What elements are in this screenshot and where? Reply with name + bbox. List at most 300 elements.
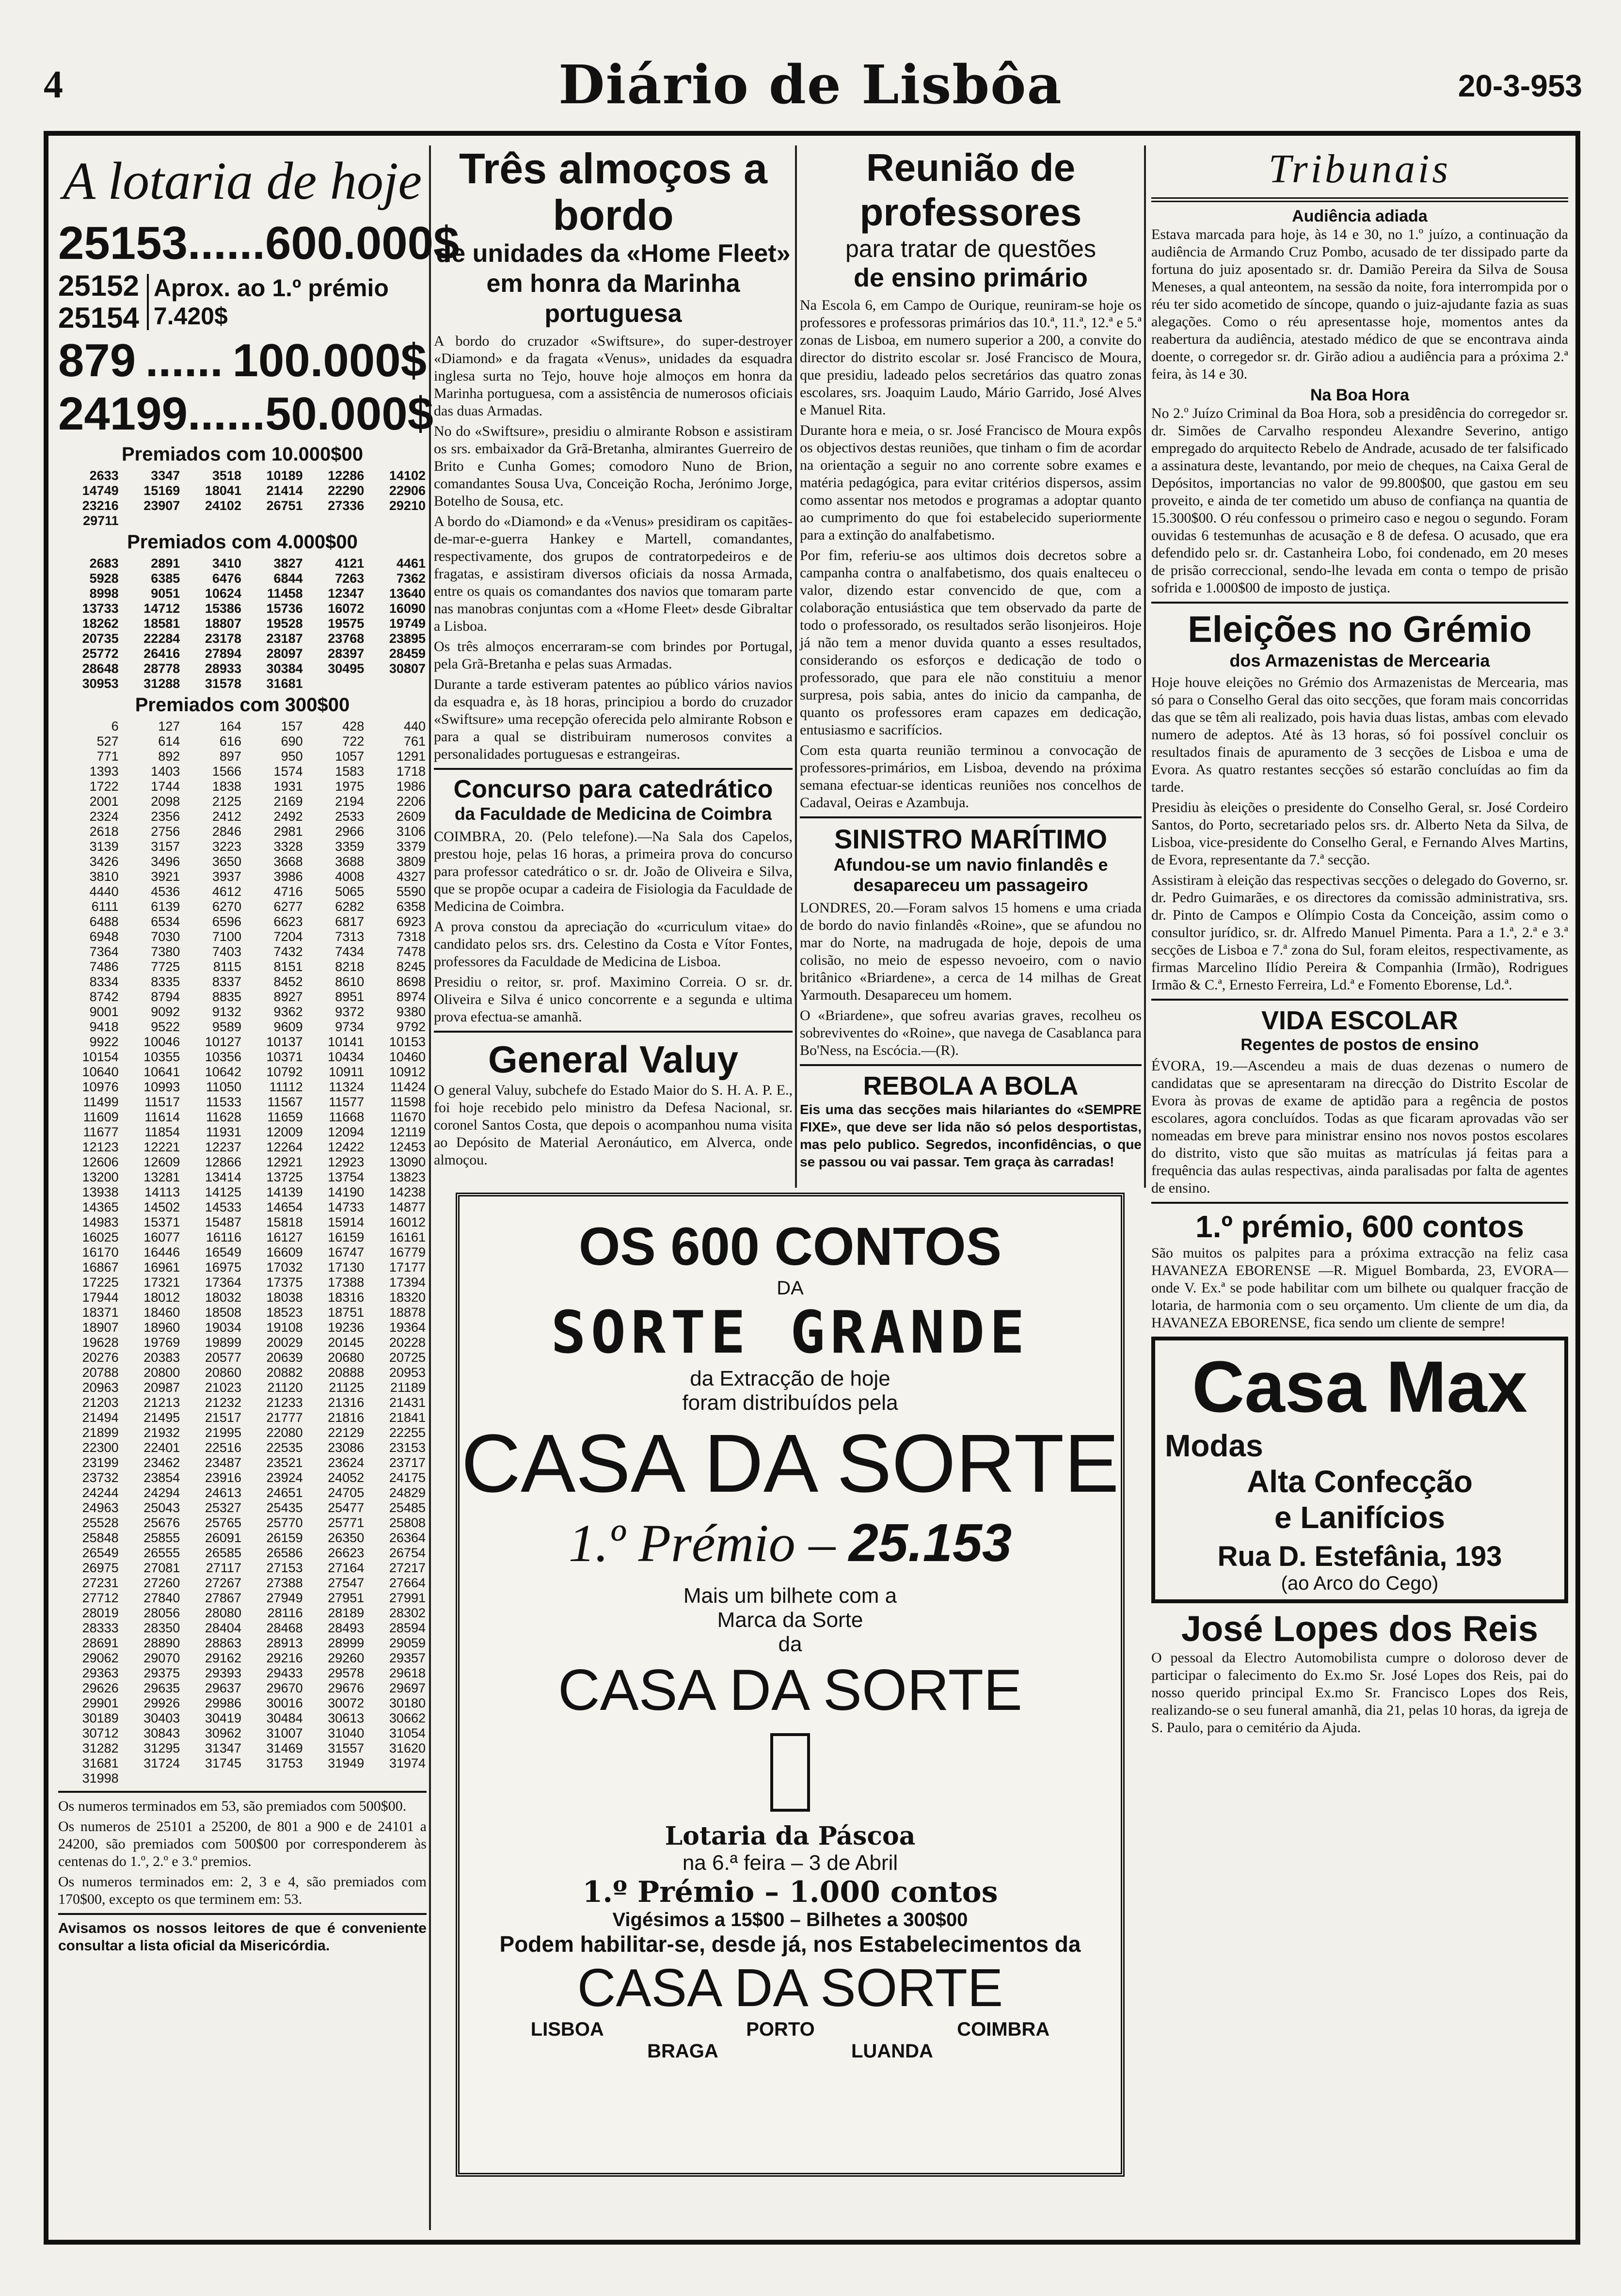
prize-number: 26623	[328, 1546, 365, 1560]
prize-number: 20987	[143, 1380, 180, 1395]
prize-number: 7204	[273, 929, 303, 944]
prize-number: 14125	[205, 1185, 241, 1199]
prize-number: 29697	[389, 1681, 426, 1695]
prize-number: 22284	[143, 631, 180, 646]
prize-number: 9734	[335, 1020, 365, 1034]
prize-number: 20639	[266, 1350, 303, 1365]
table-row	[58, 1004, 427, 1020]
prize-number: 23086	[328, 1440, 365, 1455]
prize-number: 19899	[205, 1335, 241, 1350]
prize-number: 14502	[143, 1200, 180, 1214]
prize-number: 22080	[266, 1425, 303, 1440]
prize-number: 6270	[212, 899, 241, 914]
prize-number: 31288	[143, 676, 180, 691]
prize-number	[120, 1771, 181, 1786]
article-paragraph: O general Valuy, subchefe do Estado Maior do S. H. A. P. E., foi hoje recebido pelo ministro da Defesa Nacional, sr. coronel Santos Costa, que depois o acompanhou numa visita ao Depósito de Material Aeronáutico, em Alverca, onde almoçou.	[434, 1082, 793, 1168]
prize-number: 17321	[143, 1275, 180, 1290]
prize-number: 18907	[82, 1320, 119, 1335]
top-prize-number: 879	[58, 335, 136, 386]
lottery-column	[58, 145, 460, 1958]
prize-number: 2412	[212, 809, 241, 824]
article-paragraph: No 2.º Juízo Criminal da Boa Hora, sob a presidência do corregedor sr. dr. Simões de Carvalho respondeu Alexandre Severino, antigo empregado do arquitecto Rebelo de Andrade, acusado de ter falsificado a assinatura deste, levantando, por meio de cheques, na Caixa Geral de Depósitos, importancias no valor de 99.800$00, que gastou em seu proveito, e ainda de ter cometido um abuso de confiança na quantia de 15.300$00. O réu confessou o primeiro caso e negou o segundo. Foram ouvidas 6 testemunhas de acusação e 8 de defesa. O acusado, que era defendido pelo sr. dr. Castanheira Lobo, foi condenado, em 20 meses de prisão correccional, sendo-lhe levada em conta o tempo de prisão sofrida e 1.000$00 de imposto de justiça.	[1151, 405, 1568, 596]
prize-number: 6	[111, 719, 119, 733]
top-prize-number: 25153	[58, 217, 188, 269]
prize-number: 29357	[389, 1651, 426, 1665]
prize-number: 8742	[89, 989, 119, 1004]
prize-number: 20145	[328, 1335, 365, 1350]
prize-number: 28468	[266, 1621, 303, 1635]
prize-lists	[58, 444, 427, 1786]
prize-number: 20860	[205, 1365, 241, 1380]
prize-number: 30662	[389, 1711, 426, 1725]
top-prize-prize: 100.000$	[232, 335, 427, 386]
prize-number: 29059	[389, 1636, 426, 1650]
table-row	[58, 749, 427, 764]
column-divider	[429, 145, 431, 2230]
prize-number: 19769	[143, 1335, 180, 1350]
prize-number: 13938	[82, 1185, 119, 1199]
prize-number: 14139	[266, 1185, 303, 1199]
prize-number: 16127	[266, 1230, 303, 1244]
prize-number: 18807	[205, 616, 241, 631]
table-row	[58, 1035, 427, 1050]
prize-number: 11854	[144, 1125, 180, 1139]
table-row	[58, 1215, 427, 1230]
ad-line: 1.º Prémio –	[568, 1514, 849, 1573]
prize-number: 14877	[389, 1200, 426, 1214]
teachers-column	[800, 145, 1142, 1174]
prize-number: 18316	[328, 1290, 365, 1305]
table-row	[58, 1155, 427, 1170]
navy-headline: Três almoços a bordo	[459, 144, 767, 239]
prize-number: 26091	[205, 1531, 241, 1545]
prize-section-heading: Premiados com 300$00	[135, 694, 350, 716]
prize-number: 11324	[329, 1080, 365, 1094]
prize-number: 164	[219, 719, 241, 733]
navy-column	[434, 145, 793, 1172]
prize-number: 17225	[82, 1275, 119, 1290]
prize-number: 30180	[389, 1696, 426, 1710]
prize-number: 28333	[82, 1621, 119, 1635]
prize-number: 6358	[396, 899, 426, 914]
prize-number: 16779	[389, 1245, 426, 1260]
prize-number: 11670	[390, 1110, 426, 1124]
teachers-subheadline: para tratar de questões	[845, 235, 1096, 262]
prize-number: 8835	[212, 989, 241, 1004]
prize-number: 614	[158, 734, 180, 749]
prize-number: 2846	[212, 824, 241, 839]
prize-number: 10127	[205, 1035, 241, 1049]
prize-number: 10976	[82, 1080, 119, 1094]
column-divider	[1144, 145, 1146, 1188]
prize-number: 8610	[335, 974, 365, 989]
prize-number: 10355	[143, 1050, 180, 1064]
prize-number: 21213	[143, 1395, 180, 1410]
prize-number: 27081	[143, 1561, 180, 1575]
premio-headline: 1.º prémio, 600 contos	[1195, 1209, 1524, 1244]
prize-number: 28913	[266, 1636, 303, 1650]
prize-number: 31681	[82, 1756, 119, 1770]
prize-number: 26586	[266, 1546, 303, 1560]
ad-city: LUANDA	[851, 2041, 933, 2062]
eleicoes-subheadline: dos Armazenistas de Mercearia	[1229, 651, 1490, 670]
prize-number: 17394	[389, 1275, 426, 1290]
table-row	[58, 1771, 427, 1786]
ad-line: CASA DA SORTE	[557, 1658, 1023, 1722]
prize-number: 3688	[335, 854, 365, 869]
table-row	[58, 809, 427, 824]
prize-number: 6844	[273, 571, 303, 586]
prize-number: 28493	[328, 1621, 365, 1635]
prize-number: 13725	[266, 1170, 303, 1184]
prize-number: 127	[158, 719, 180, 733]
casa-max-line: Alta Confecção	[1247, 1464, 1473, 1499]
prize-number: 1744	[151, 779, 180, 794]
prize-number: 25771	[328, 1515, 365, 1530]
prize-number: 26350	[328, 1531, 365, 1545]
prize-number: 16961	[143, 1260, 180, 1275]
prize-number: 24244	[82, 1485, 119, 1500]
prize-number: 10641	[143, 1065, 180, 1079]
table-row	[58, 1335, 427, 1350]
table-row	[58, 779, 427, 794]
divider	[800, 1064, 1142, 1066]
ad-cities	[460, 2019, 1121, 2041]
prize-number: 14733	[328, 1200, 365, 1214]
table-row	[58, 1726, 427, 1741]
table-row	[58, 959, 427, 974]
prize-number: 21120	[267, 1380, 303, 1395]
prize-number: 9418	[89, 1020, 119, 1034]
prize-number: 24705	[328, 1485, 365, 1500]
prize-number: 6476	[212, 571, 241, 586]
prize-number: 892	[158, 749, 180, 764]
prize-number: 28080	[205, 1606, 241, 1620]
prize-number: 15818	[266, 1215, 303, 1229]
table-row	[58, 1290, 427, 1305]
ad-line: 1.º Prémio – 1.000 contos	[582, 1875, 998, 1909]
prize-number: 440	[403, 719, 426, 733]
table-row	[58, 1170, 427, 1185]
prize-number: 17375	[266, 1275, 303, 1290]
prize-number: 2533	[335, 809, 365, 824]
prize-number: 29216	[266, 1651, 303, 1665]
prize-number: 31724	[143, 1756, 180, 1770]
prize-number: 26585	[205, 1546, 241, 1560]
prize-number: 8951	[335, 989, 365, 1004]
prize-number: 22535	[266, 1440, 303, 1455]
prize-number: 10460	[389, 1050, 426, 1064]
table-row	[58, 1531, 427, 1546]
prize-number: 29070	[143, 1651, 180, 1665]
prize-number: 11931	[206, 1125, 241, 1139]
prize-number	[304, 1771, 366, 1786]
prize-number: 28056	[143, 1606, 180, 1620]
ad-line: Vigésimos a 15$00 – Bilhetes a 300$00	[612, 1909, 968, 1930]
prize-number: 25808	[389, 1515, 426, 1530]
prize-number: 10137	[266, 1035, 303, 1049]
prize-number: 24052	[328, 1470, 365, 1485]
prize-number: 21777	[266, 1410, 303, 1425]
prize-number: 12606	[82, 1155, 119, 1169]
article-paragraph: Na Escola 6, em Campo de Ourique, reuniram-se hoje os professores e professoras primários das 10.ª, 11.ª, 12.ª e 5.ª zonas de Lisboa, em numero superior a 200, a convite do director do distrito escolar sr. José Francisco de Moura, que presidiu, ladeado pelos secretários das quatro zonas escolares, srs. Joaquim Laudo, Mário Garrido, José Alves e Manuel Rita.	[800, 297, 1142, 418]
prize-number: 30712	[82, 1726, 119, 1740]
prize-number: 8245	[396, 959, 426, 974]
lottery-warning: Avisamos os nossos leitores de que é conveniente consultar a lista oficial da Misericórdia.	[58, 1920, 427, 1954]
prize-number: 8334	[89, 974, 119, 989]
prize-number: 29260	[328, 1651, 365, 1665]
prize-number: 27991	[389, 1591, 426, 1605]
prize-number: 3986	[273, 869, 303, 884]
table-row	[58, 498, 427, 513]
prize-number: 10912	[389, 1065, 426, 1079]
prize-number: 27117	[206, 1561, 241, 1575]
prize-number: 29393	[205, 1666, 241, 1680]
prize-number: 1975	[335, 779, 365, 794]
prize-number: 6282	[335, 899, 365, 914]
prize-number: 28350	[143, 1621, 180, 1635]
prize-number: 20963	[82, 1380, 119, 1395]
table-row	[58, 513, 427, 528]
ad-city: LISBOA	[530, 2019, 604, 2040]
table-row	[58, 1050, 427, 1065]
prize-number: 28019	[82, 1606, 119, 1620]
prize-number-table	[58, 719, 427, 1786]
table-row	[58, 1275, 427, 1290]
divider	[1151, 602, 1568, 604]
prize-number: 13754	[328, 1170, 365, 1184]
top-prize-number: 24199	[58, 388, 188, 440]
tribunais-subheadline: Na Boa Hora	[1310, 386, 1410, 404]
prize-number: 14712	[143, 601, 180, 616]
table-row	[58, 1080, 427, 1095]
prize-number: 6111	[91, 899, 119, 914]
prize-number: 20888	[328, 1365, 365, 1380]
prize-number: 31557	[328, 1741, 365, 1755]
prize-number: 3668	[273, 854, 303, 869]
prize-number: 23717	[389, 1455, 426, 1470]
prize-number: 14365	[82, 1200, 119, 1214]
table-row	[58, 1260, 427, 1275]
prize-number: 13414	[205, 1170, 241, 1184]
prize-number: 23187	[266, 631, 303, 646]
prize-number: 16072	[328, 601, 365, 616]
approx-number: 25154	[58, 302, 139, 334]
prize-number: 4327	[396, 869, 426, 884]
prize-number: 31998	[82, 1771, 119, 1786]
prize-number: 17032	[266, 1260, 303, 1275]
prize-number: 20788	[82, 1365, 119, 1380]
prize-number: 19236	[328, 1320, 365, 1335]
column-divider	[795, 145, 797, 1188]
prize-number: 11598	[390, 1095, 426, 1109]
eleicoes-headline: Eleições no Grémio	[1188, 609, 1532, 650]
prize-number: 2169	[273, 794, 303, 809]
article-paragraph: Os três almoços encerraram-se com brindes por Portugal, pela Grã-Bretanha e pelas suas Armadas.	[434, 638, 793, 672]
prize-number: 21899	[82, 1425, 119, 1440]
prize-number: 16747	[328, 1245, 365, 1260]
prize-number: 22516	[205, 1440, 241, 1455]
prize-number: 1393	[89, 764, 119, 779]
prize-number: 28890	[143, 1636, 180, 1650]
article-paragraph: Estava marcada para hoje, às 14 e 30, no 1.º juízo, a continuação da audiência de Armando Cruz Pombo, acusado de ter dissipado parte da fortuna do juiz aposentado sr. dr. Damião Pereira da Silva de Sousa Meneses, a qual anteontem, na sessão da noite, fora interrompida por o réu ter sido acometido de síncope, quando o juiz-ajudante fazia as suas alegações. Como o réu apresentasse hoje, momentos antes da reabertura da audiência, atestado médico de que se encontrava ainda doente, o corregedor sr. dr. Girão adiou a audiência para a próxima 2.ª feira, às 14 e 30.	[1151, 226, 1568, 382]
casa-da-sorte-ad	[456, 1193, 1125, 2177]
top-prize-dots: ......	[187, 388, 265, 440]
table-row	[58, 734, 427, 749]
prize-number: 28404	[205, 1621, 241, 1635]
table-row	[58, 1350, 427, 1365]
divider	[1151, 197, 1568, 202]
table-row	[58, 631, 427, 646]
prize-number: 27840	[143, 1591, 180, 1605]
top-prize-row	[58, 387, 433, 441]
prize-number: 21232	[205, 1395, 241, 1410]
prize-number: 18523	[266, 1305, 303, 1320]
prize-number: 11677	[83, 1125, 119, 1139]
prize-number: 16867	[82, 1260, 119, 1275]
prize-number: 23732	[82, 1470, 119, 1485]
issue-date: 20-3-953	[1458, 68, 1582, 103]
prize-number: 3223	[212, 839, 241, 854]
prize-number: 18032	[205, 1290, 241, 1305]
valuy-headline: General Valuy	[488, 1038, 738, 1081]
prize-number: 28594	[389, 1621, 426, 1635]
table-row	[58, 1425, 427, 1440]
article-paragraph: A bordo do cruzador «Swiftsure», do super-destroyer «Diamond» e da fragata «Venus», unidades da esquadra inglesa surta no Tejo, houve hoje almoços em honra da Marinha portuguesa, com a assistência de numerosos oficiais das duas Armadas.	[434, 333, 793, 419]
prize-number: 14238	[389, 1185, 426, 1199]
casa-max-line: e Lanifícios	[1274, 1500, 1446, 1535]
divider	[434, 768, 793, 770]
prize-number: 10434	[328, 1050, 365, 1064]
ad-line: foram distribuídos pela	[682, 1391, 898, 1415]
casa-max-address: Rua D. Estefânia, 193	[1217, 1541, 1502, 1572]
prize-number: 12866	[205, 1155, 241, 1169]
top-prize-prize: 600.000$	[265, 217, 460, 269]
table-row	[58, 1125, 427, 1140]
prize-number: 26549	[82, 1546, 119, 1560]
prize-number: 23178	[205, 631, 241, 646]
prize-number: 25528	[82, 1515, 119, 1530]
prize-number: 12123	[82, 1140, 119, 1154]
ad-line: na 6.ª feira – 3 de Abril	[682, 1851, 898, 1875]
table-row	[58, 1621, 427, 1636]
prize-number: 15487	[205, 1215, 241, 1229]
prize-number: 29986	[205, 1696, 241, 1710]
table-row	[58, 556, 427, 571]
prize-number: 11458	[267, 586, 303, 601]
prize-number: 16161	[389, 1230, 426, 1244]
prize-number: 25435	[266, 1500, 303, 1515]
table-row	[58, 764, 427, 779]
prize-number: 157	[281, 719, 303, 733]
prize-number: 11659	[267, 1110, 303, 1124]
prize-number: 7478	[396, 944, 426, 959]
prize-number: 22906	[389, 483, 426, 498]
prize-number: 13733	[82, 601, 119, 616]
prize-number: 5590	[396, 884, 426, 899]
prize-number: 28302	[389, 1606, 426, 1620]
prize-number: 31469	[266, 1741, 303, 1755]
prize-number: 29618	[389, 1666, 426, 1680]
prize-number: 6534	[151, 914, 180, 929]
prize-number: 2891	[151, 556, 180, 571]
prize-number: 31620	[389, 1741, 426, 1755]
divider	[58, 1913, 427, 1915]
prize-number: 25772	[82, 646, 119, 661]
prize-number: 1403	[151, 764, 180, 779]
prize-number: 2194	[335, 794, 365, 809]
prize-number: 31054	[389, 1726, 426, 1740]
prize-number: 3157	[151, 839, 180, 854]
prize-number: 20383	[143, 1350, 180, 1365]
teachers-headline: Reunião de professores	[859, 146, 1082, 234]
prize-number: 23487	[205, 1455, 241, 1470]
prize-number: 2324	[89, 809, 119, 824]
table-row	[58, 1185, 427, 1200]
table-row	[58, 1485, 427, 1500]
prize-number: 31040	[328, 1726, 365, 1740]
prize-number: 23521	[266, 1455, 303, 1470]
table-row	[58, 646, 427, 661]
prize-number: 10141	[328, 1035, 365, 1049]
prize-number: 31282	[82, 1741, 119, 1755]
prize-number: 21233	[266, 1395, 303, 1410]
prize-number: 3650	[212, 854, 241, 869]
luck-mark-icon	[770, 1733, 810, 1812]
article-paragraph: No do «Swiftsure», presidiu o almirante Robson e assistiram os srs. embaixador da Grã-Bretanha, almirantes Guerreiro de Brito e Cunha Gomes; comodoro Nuno de Brion, comandantes Sousa Uva, Conceição Rocha, Jerónimo Jorge, Botelho de Sousa, etc.	[434, 423, 793, 509]
prize-number: 23199	[82, 1455, 119, 1470]
prize-number: 6923	[396, 914, 426, 929]
prize-number: 30403	[143, 1711, 180, 1725]
divider	[434, 1031, 793, 1033]
prize-number: 24294	[143, 1485, 180, 1500]
prize-number: 2356	[151, 809, 180, 824]
prize-number: 15736	[266, 601, 303, 616]
prize-number: 19528	[266, 616, 303, 631]
navy-subheadline: em honra da Marinha portuguesa	[486, 270, 740, 328]
ad-line: Podem habilitar-se, desde já, nos Estabelecimentos da	[499, 1931, 1081, 1957]
article-paragraph: Por fim, referiu-se aos ultimos dois decretos sobre a campanha contra o analfabetismo, dos quais enalteceu o valor, dizendo estar convencido de que, com a colaboração entusiástica que tem observado da parte de todo o professorado, os resultados serão lisonjeiros. Hoje já não tem a menor duvida quanto a esses resultados, considerando os esforços e dedicação de todo o professorado, que para ele não constituiu a menor surpresa, pois sabia, antes do inicio da campanha, de quanto os professores eram capazes em dedicação, entusiasmo e sacrifícios.	[800, 547, 1142, 738]
prize-number	[181, 1771, 242, 1786]
prize-number: 20029	[266, 1335, 303, 1350]
ad-line: SORTE GRANDE	[551, 1299, 1030, 1367]
casa-max-line: Modas	[1165, 1428, 1263, 1463]
prize-number	[120, 513, 181, 528]
prize-number: 12609	[143, 1155, 180, 1169]
prize-number: 27217	[389, 1561, 426, 1575]
prize-number: 7263	[335, 571, 365, 586]
prize-number: 14533	[205, 1200, 241, 1214]
prize-number: 9589	[212, 1020, 241, 1034]
prize-number: 30189	[82, 1711, 119, 1725]
prize-number: 21023	[205, 1380, 241, 1395]
prize-number: 27547	[328, 1576, 365, 1590]
prize-number: 8218	[335, 959, 365, 974]
prize-number: 18508	[205, 1305, 241, 1320]
rebola-text: Eis uma das secções mais hilariantes do «SEMPRE FIXE», que deve ser lida não só pelos desportistas, mas pelo publico. Segredos, inconfidências, o que se passou ou vai passar. Tem graça às carradas!	[800, 1102, 1142, 1169]
prize-number: 26555	[143, 1546, 180, 1560]
prize-number: 28116	[267, 1606, 303, 1620]
prize-number: 21494	[82, 1410, 119, 1425]
prize-number: 30953	[82, 676, 119, 691]
prize-number: 3106	[396, 824, 426, 839]
lottery-note: Os numeros terminados em: 2, 3 e 4, são premiados com 170$00, excepto os que terminem em: 53.	[58, 1874, 427, 1907]
prize-number: 28999	[328, 1636, 365, 1650]
prize-number: 17177	[389, 1260, 426, 1275]
prize-number: 1722	[89, 779, 119, 794]
prize-number: 16609	[266, 1245, 303, 1260]
prize-number: 15371	[143, 1215, 180, 1229]
